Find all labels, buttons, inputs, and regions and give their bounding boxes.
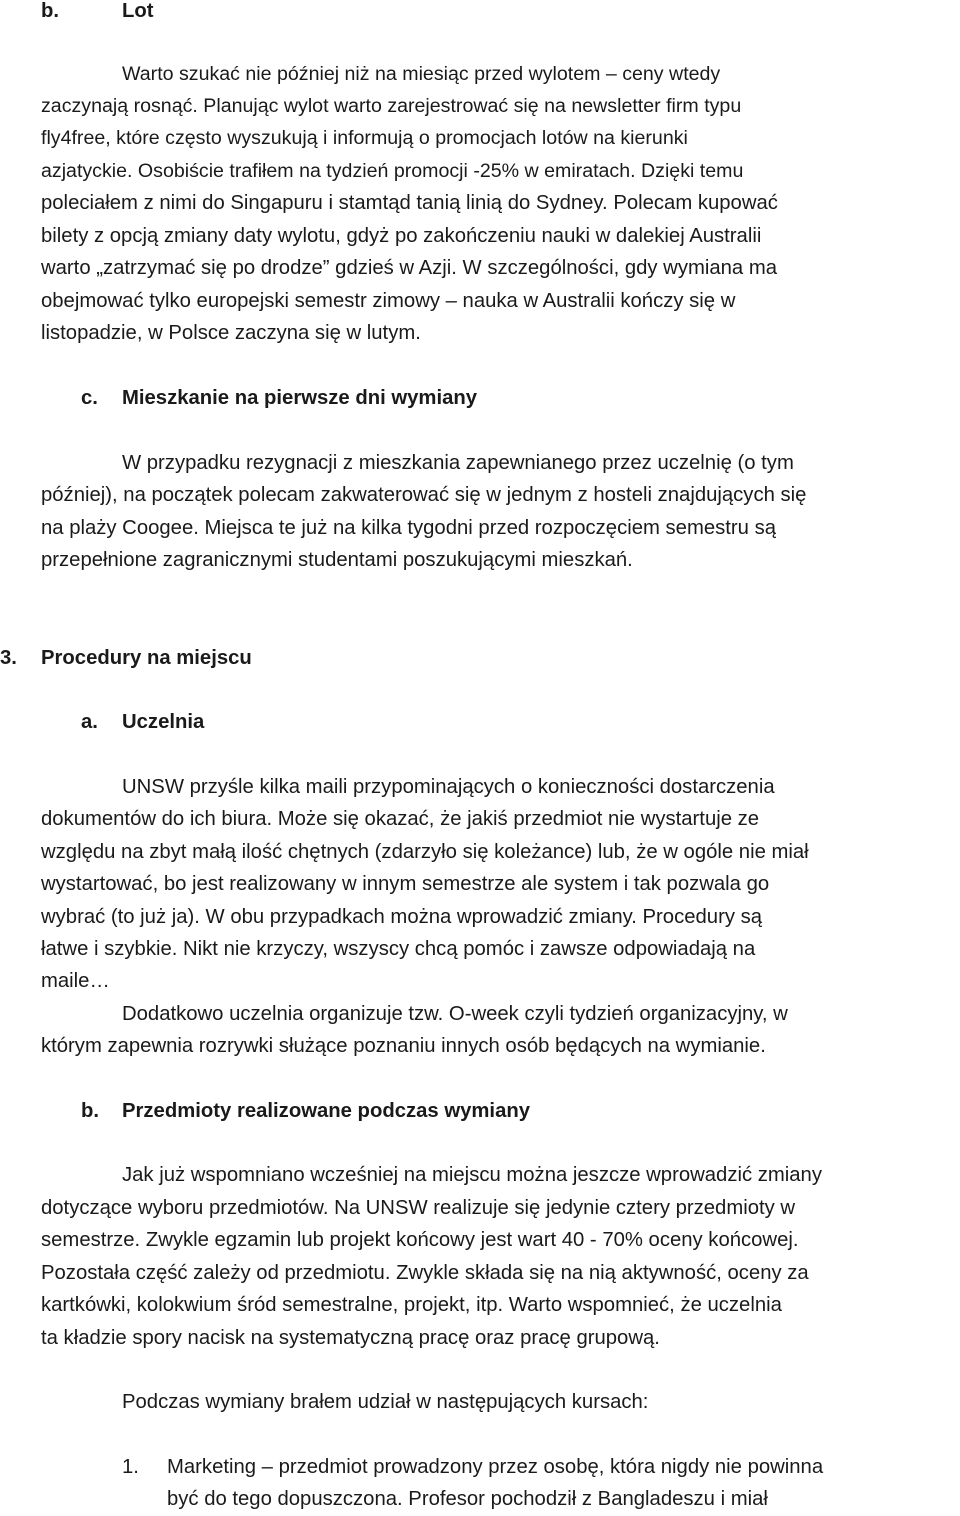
heading-lot xyxy=(41,0,241,24)
list-item-line: Marketing – przedmiot prowadzony przez osobę, która nigdy nie powinna xyxy=(167,1456,824,1478)
heading-title: Lot xyxy=(122,0,154,22)
paragraph-line: semestrze. Zwykle egzamin lub projekt końcowy jest wart 40 - 70% oceny końcowej. xyxy=(41,1229,799,1251)
paragraph-line: którym zapewnia rozrywki służące poznaniu innych osób będących na wymianie. xyxy=(41,1035,766,1057)
heading-label: 3. xyxy=(0,647,17,669)
paragraph-line: Podczas wymiany brałem udział w następujących kursach: xyxy=(122,1391,649,1413)
paragraph-line: zaczynają rosnąć. Planując wylot warto zarejestrować się na newsletter firm typu xyxy=(41,95,742,117)
heading-procedury xyxy=(0,645,400,671)
paragraph-line: poleciałem z nimi do Singapuru i stamtąd tanią linią do Sydney. Polecam kupować xyxy=(41,192,778,214)
paragraph-line: wybrać (to już ja). W obu przypadkach można wprowadzić zmiany. Procedury są xyxy=(41,906,763,928)
paragraph-line: łatwe i szybkie. Nikt nie krzyczy, wszyscy chcą pomóc i zawsze odpowiadają na xyxy=(41,938,756,960)
list-item-line: być do tego dopuszczona. Profesor pochodził z Bangladeszu i miał xyxy=(167,1488,768,1510)
heading-title: Przedmioty realizowane podczas wymiany xyxy=(122,1100,531,1122)
paragraph-line: bilety z opcją zmiany daty wylotu, gdyż po zakończeniu nauki w dalekiej Australii xyxy=(41,225,762,247)
heading-przedmioty xyxy=(81,1098,681,1124)
paragraph-line: Jak już wspomniano wcześniej na miejscu można jeszcze wprowadzić zmiany xyxy=(122,1164,822,1186)
paragraph-line: później), na początek polecam zakwaterować się w jednym z hosteli znajdujących się xyxy=(41,484,807,506)
paragraph-line: listopadzie, w Polsce zaczyna się w lutym. xyxy=(41,322,421,344)
heading-title: Mieszkanie na pierwsze dni wymiany xyxy=(122,387,478,409)
paragraph-line: ta kładzie spory nacisk na systematyczną pracę oraz pracę grupową. xyxy=(41,1327,660,1349)
paragraph-line: przepełnione zagranicznymi studentami poszukującymi mieszkań. xyxy=(41,549,633,571)
heading-label: c. xyxy=(81,387,98,409)
heading-mieszkanie xyxy=(81,385,681,411)
paragraph-line: względu na zbyt małą ilość chętnych (zdarzyło się koleżance) lub, że w ogóle nie miał xyxy=(41,841,809,863)
paragraph-line: maile… xyxy=(41,970,110,992)
paragraph-line: Warto szukać nie później niż na miesiąc przed wylotem – ceny wtedy xyxy=(122,63,721,85)
heading-uczelnia xyxy=(81,709,481,735)
heading-label: b. xyxy=(81,1100,100,1122)
paragraph-line: azjatyckie. Osobiście trafiłem na tydzień promocji -25% w emiratach. Dzięki temu xyxy=(41,160,744,182)
paragraph-line: obejmować tylko europejski semestr zimowy – nauka w Australii kończy się w xyxy=(41,290,736,312)
paragraph-line: fly4free, które często wyszukują i informują o promocjach lotów na kierunki xyxy=(41,127,688,149)
heading-label: b. xyxy=(41,0,60,22)
heading-title: Uczelnia xyxy=(122,711,205,733)
paragraph-line: na plaży Coogee. Miejsca te już na kilka tygodni przed rozpoczęciem semestru są xyxy=(41,517,776,539)
paragraph-line: warto „zatrzymać się po drodze” gdzieś w Azji. W szczególności, gdy wymiana ma xyxy=(41,257,778,279)
paragraph-line: W przypadku rezygnacji z mieszkania zapewnianego przez uczelnię (o tym xyxy=(122,452,794,474)
paragraph-line: dokumentów do ich biura. Może się okazać, że jakiś przedmiot nie wystartuje ze xyxy=(41,808,760,830)
list-number: 1. xyxy=(122,1456,139,1478)
paragraph-line: Pozostała część zależy od przedmiotu. Zwykle składa się na nią aktywność, oceny za xyxy=(41,1262,809,1284)
heading-label: a. xyxy=(81,711,98,733)
paragraph-line: wystartować, bo jest realizowany w innym semestrze ale system i tak pozwala go xyxy=(41,873,770,895)
heading-title: Procedury na miejscu xyxy=(41,647,252,669)
paragraph-line: UNSW przyśle kilka maili przypominających o konieczności dostarczenia xyxy=(122,776,775,798)
paragraph-line: Dodatkowo uczelnia organizuje tzw. O-week czyli tydzień organizacyjny, w xyxy=(122,1003,788,1025)
paragraph-line: kartkówki, kolokwium śród semestralne, projekt, itp. Warto wspomnieć, że uczelnia xyxy=(41,1294,782,1316)
paragraph-line: dotyczące wyboru przedmiotów. Na UNSW realizuje się jedynie cztery przedmioty w xyxy=(41,1197,796,1219)
